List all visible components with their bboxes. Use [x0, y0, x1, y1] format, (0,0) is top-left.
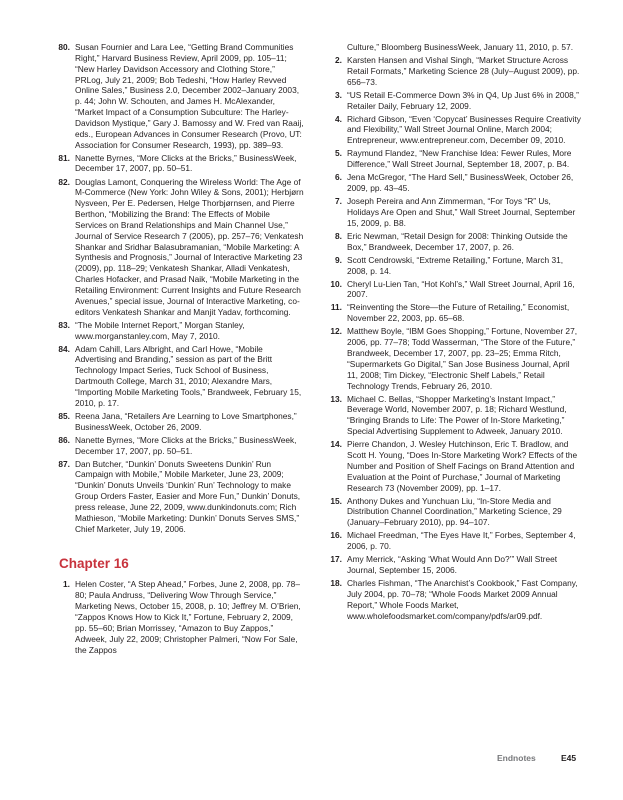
endnote-number: 4. [335, 113, 342, 124]
endnote-text: Charles Fishman, “The Anarchist’s Cookbook,” Fast Company, July 2004, pp. 70–78; “Whole Foods Market 2009 Annual Report,” Whole Foods Market, www.wholefoodsmarket.com/company/pdfs/ar09.pdf. [347, 578, 578, 621]
endnote-number: 6. [335, 172, 342, 183]
endnote-text: Eric Newman, “Retail Design for 2008: Thinking Outside the Box,” Brandweek, December 17, 2007, p. 26. [347, 230, 568, 252]
endnote [320, 279, 582, 301]
endnote [320, 196, 582, 229]
endnote [320, 394, 582, 437]
endnote-text: Michael C. Bellas, “Shopper Marketing’s Instant Impact,” Beverage World, November 2007, p. 18; Richard Westlund, “Bringing Brands to Life: The Power of In-Store Marketing,” Special Advertising Supplement to Adweek, January 2010. [347, 393, 567, 437]
note-continuation: Culture,” Bloomberg BusinessWeek, January 11, 2010, p. 57. [347, 42, 574, 52]
endnote-number: 12. [330, 326, 342, 337]
endnote-number: 17. [330, 554, 342, 565]
endnote [320, 554, 582, 576]
endnote-text: Susan Fournier and Lara Lee, “Getting Brand Communities Right,” Harvard Business Review, April 2009, pp. 105–11; “New Harley Davidson Accessory and Clothing Store,” PRLog, July 21, 2009; Bob Tedeshi, “How Harley Revved Online Sales,” Business 2.0, December 2002–January 2003, p. 44; John W. Schouten, and James H. McAlexander, “Market Impact of a Consumption Subculture: The Harley-Davidson Mystique,” Gary J. Bamossy and W. Fred van Raaij, eds., European Advances in Consumer Research (Provo, UT: Association for Consumer Research, 1993), pp. 389–93. [75, 42, 304, 150]
chapter-heading: Chapter 16 [59, 556, 129, 572]
endnote-text: Raymund Flandez, “New Franchise Idea: Fewer Rules, More Difference,” Wall Street Journal, September 18, 2007, p. B4. [347, 148, 572, 170]
endnote-text: Scott Cendrowski, “Extreme Retailing,” Fortune, March 31, 2008, p. 14. [347, 254, 564, 276]
endnote-text: Karsten Hansen and Vishal Singh, “Market Structure Across Retail Formats,” Marketing Science 28 (July–August 2009), pp. 656–73. [347, 55, 580, 87]
endnote [48, 459, 304, 535]
endnote-number: 10. [330, 278, 342, 289]
left-column [48, 42, 304, 658]
endnote-text: “Reinventing the Store—the Future of Retailing,” Economist, November 22, 2003, pp. 65–68. [347, 302, 570, 324]
endnote-number: 11. [330, 302, 342, 313]
footer-section-label: Endnotes [497, 753, 536, 763]
endnote-number: 80. [58, 42, 70, 52]
endnote-text: Joseph Pereira and Ann Zimmerman, “For Toys “R” Us, Holidays Are Open and Shut,” Wall Street Journal, September 15, 2009, p. B8. [347, 196, 576, 228]
endnote-text: Dan Butcher, “Dunkin’ Donuts Sweetens Dunkin’ Run Campaign with Mobile,” Mobile Marketer, June 23, 2009; “Dunkin’ Donuts Unveils ‘Dunkin’ Run’ Technology to make Group Orders Faster, Easier and More Fun,” Dunkin’ Donuts, press release, June 22, 2009, www.dunkindonuts.com; Rich Mathieson, “Mobile Marketing: Dunkin’ Donuts Serves SMS,” Chief Marketer, July 19, 2006. [75, 458, 301, 534]
endnote-number: 18. [330, 578, 342, 588]
endnote-text: Pierre Chandon, J. Wesley Hutchinson, Eric T. Bradlow, and Scott H. Young, “Does In-Store Marketing Work? Effects of the Number and Position of Shelf Facings on Brand Attention and Evaluation at the Point of Purchase,” Journal of Marketing Research 73 (November 2009), pp. 1–17. [347, 439, 578, 493]
endnote [48, 177, 304, 318]
endnote [48, 435, 304, 457]
endnote [320, 172, 582, 194]
notes-list-chapter-16 [48, 579, 304, 655]
endnote-number: 14. [330, 439, 342, 450]
endnote-text: Anthony Dukes and Yunchuan Liu, “In-Store Media and Distribution Channel Coordination,” Marketing Science, 29 (January–February 2010), pp. 94–107. [347, 495, 562, 528]
endnote-number-blank [320, 42, 347, 53]
endnote [48, 42, 304, 150]
endnote-text: “The Mobile Internet Report,” Morgan Stanley, www.morganstanley.com, May 7, 2010. [75, 319, 245, 341]
endnote-text: “US Retail E-Commerce Down 3% in Q4, Up Just 6% in 2008,” Retailer Daily, February 12, 2009. [347, 89, 579, 111]
endnote-number: 5. [335, 148, 342, 159]
endnote-number: 81. [58, 152, 70, 163]
endnote-number: 3. [335, 89, 342, 100]
endnote [320, 302, 582, 324]
endnote-number: 16. [330, 530, 342, 541]
endnote-number: 13. [330, 393, 342, 404]
endnote-text: Reena Jana, “Retailers Are Learning to Love Smartphones,” BusinessWeek, October 26, 2009. [75, 410, 297, 432]
endnote-number: 85. [58, 410, 70, 421]
endnote [320, 255, 582, 277]
endnote-text: Matthew Boyle, “IBM Goes Shopping,” Fortune, November 27, 2006, pp. 77–78; Todd Wasserman, “The Store of the Future,” Brandweek, December 17, 2007, pp. 23–25; Emma Ritch, “Supermarkets Go Digital,” San Jose Business Journal, April 11, 2008; Tim Dickey, “Electronic Shelf Labels,” Retail Technology Trends, February 26, 2010. [347, 326, 578, 391]
right-column [320, 42, 582, 624]
endnote [48, 411, 304, 433]
endnote-number: 9. [335, 254, 342, 265]
endnote-number: 82. [58, 176, 70, 187]
endnote-number: 2. [335, 55, 342, 66]
endnote-text: Douglas Lamont, Conquering the Wireless World: The Age of M-Commerce (New York: John Wiley & Sons, 2001); Herbjørn Nysveen, Per E. Pedersen, Helge Thorbjørnsen, and Pierre Berthon, “Mobilizing the Brand: The Effects of Mobile Services on Brand Relationships and Main Channel Use,” Journal of Service Research 7 (2005), pp. 257–76; Venkatesh Shankar and Sridhar Balasubramanian, “Mobile Marketing: A Synthesis and Prognosis,” Journal of Interactive Marketing 23 (2009), pp. 118–29; Venkatesh Shankar, Alladi Venkatesh, Charles Hofacker, and Prasad Naik, “Mobile Marketing in the Retailing Environment: Current Insights and Future Research Avenues,” special issue, Journal of Interactive Marketing, co-editors Venkatesh Shankar and Manjit Yadav, forthcoming. [75, 176, 304, 317]
endnote-text: Michael Freedman, “The Eyes Have It,” Forbes, September 4, 2006, p. 70. [347, 530, 576, 552]
notes-list-chapter-15 [48, 42, 304, 534]
endnote-number: 1. [63, 579, 70, 590]
endnote [48, 579, 304, 655]
endnote [320, 578, 582, 621]
endnote-text: Amy Merrick, “Asking ‘What Would Ann Do?’” Wall Street Journal, September 15, 2006. [347, 554, 558, 575]
endnote [320, 326, 582, 391]
endnote-text: Nanette Byrnes, “More Clicks at the Bricks,” BusinessWeek, December 17, 2007, pp. 50–51. [75, 434, 297, 456]
endnote-text: Richard Gibson, “Even ‘Copycat’ Businesses Require Creativity and Flexibility,” Wall Street Journal Online, March 2004; Entrepreneur, www.entrepreneur.com, December 09, 2010. [347, 113, 581, 146]
endnote-number: 15. [330, 495, 342, 506]
endnote [320, 439, 582, 493]
endnote-number: 84. [58, 343, 70, 354]
endnote-number: 8. [335, 230, 342, 241]
endnote-text: Helen Coster, “A Step Ahead,” Forbes, June 2, 2008, pp. 78–80; Paula Andruss, “Delivering Wow Through Service,” Marketing News, October 15, 2008, p. 10; Jeffrey M. O’Brien, “Zappos Knows How to Kick It,” Fortune, February 2, 2009, pp. 55–60; Brian Morrissey, “Amazon to Buy Zappos,” Adweek, July 22, 2009; Christopher Palmeri, “Now For Sale, the Zappos [75, 579, 301, 655]
endnote-number: 83. [58, 319, 70, 330]
endnote [48, 344, 304, 409]
endnote [320, 90, 582, 112]
endnote-text: Nanette Byrnes, “More Clicks at the Bricks,” BusinessWeek, December 17, 2007, pp. 50–51. [75, 152, 297, 174]
endnote [320, 530, 582, 552]
endnote-number: 7. [335, 196, 342, 207]
endnote-text: Jena McGregor, “The Hard Sell,” BusinessWeek, October 26, 2009, pp. 43–45. [347, 172, 574, 194]
endnote [320, 114, 582, 147]
endnote [320, 496, 582, 529]
endnote [48, 320, 304, 342]
endnote [320, 148, 582, 170]
endnote-number: 86. [58, 434, 70, 445]
endnote-continued [320, 42, 582, 53]
endnote-number: 87. [58, 458, 70, 469]
endnote [320, 55, 582, 88]
page-number: E45 [561, 753, 577, 763]
endnote [320, 231, 582, 253]
endnote-text: Adam Cahill, Lars Albright, and Carl Howe, “Mobile Advertising and Branding,” session as part of the Britt Technology Impact Series, Tuck School of Business, Dartmouth College, March 31, 2010; Alexandre Mars, “Importing Mobile Marketing Tools,” Brandweek, February 15, 2010, p. 17. [75, 343, 302, 408]
endnote [48, 153, 304, 175]
endnote-text: Cheryl Lu-Lien Tan, “Hot Kohl’s,” Wall Street Journal, April 16, 2007. [347, 278, 575, 300]
